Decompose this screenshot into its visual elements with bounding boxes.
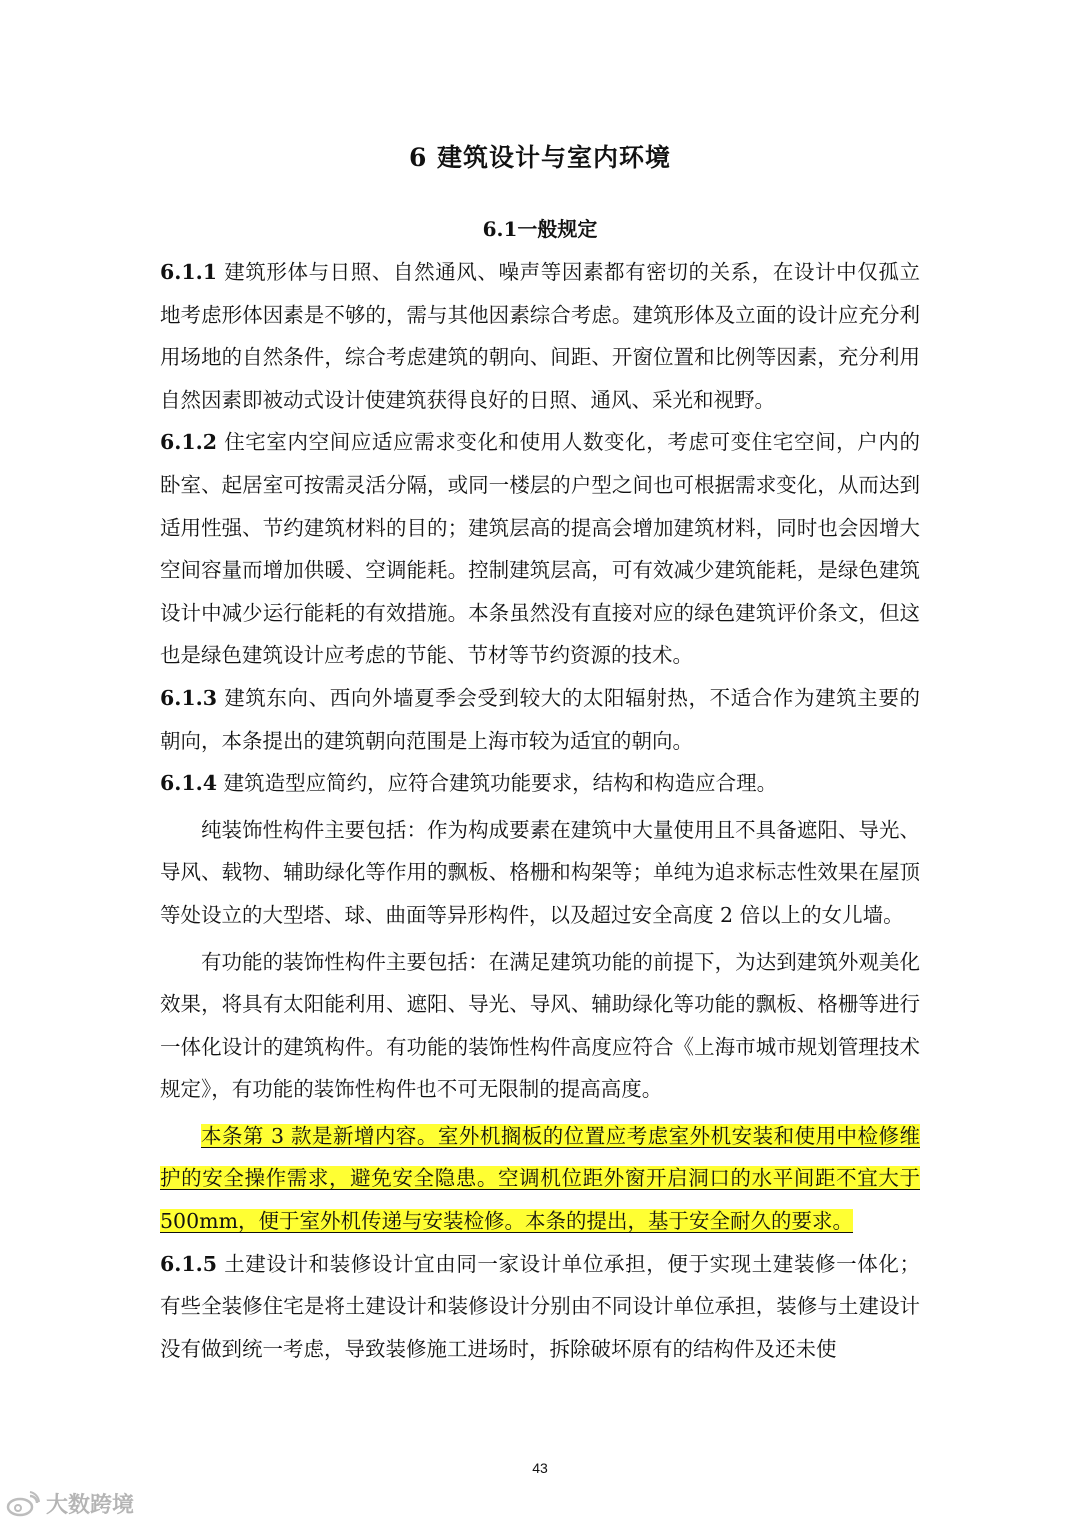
document-body <box>160 251 920 1370</box>
watermark-text: 大数跨境 <box>46 1492 135 1517</box>
watermark <box>6 1488 134 1519</box>
clause-number: 6.1.2 <box>160 430 218 455</box>
clause-number: 6.1.4 <box>160 771 218 796</box>
paragraph-functional-components <box>160 941 920 1111</box>
clause-number: 6.1.1 <box>160 260 218 284</box>
highlighted-text: 本条第 3 款是新增内容。室外机搁板的位置应考虑室外机安装和使用中检修维护的安全操作需求，避免安全隐患。空调机位距外窗开启洞口的水平间距不宜大于 500mm，便于室外机传递与安装检修。本条的提出，基于安全耐久的要求。 <box>160 1123 920 1234</box>
section-title: 6.1一般规定 <box>482 217 598 241</box>
paragraph-text: 建筑东向、西向外墙夏季会受到较大的太阳辐射热，不适合作为建筑主要的朝向，本条提出的建筑朝向范围是上海市较为适宜的朝向。 <box>160 685 920 753</box>
paragraph-text: 建筑造型应简约，应符合建筑功能要求，结构和构造应合理。 <box>223 771 778 796</box>
clause-number: 6.1.5 <box>160 1251 218 1276</box>
chapter-title: 6 建筑设计与室内环境 <box>408 143 672 172</box>
clause-number: 6.1.3 <box>160 685 218 710</box>
paragraph-text: 土建设计和装修设计宜由同一家设计单位承担，便于实现土建装修一体化；有些全装修住宅是将土建设计和装修设计分别由不同设计单位承担，装修与土建设计没有做到统一考虑，导致装修施工进场时，拆除破坏原有的结构件及还未使 <box>160 1251 920 1361</box>
paragraph-text: 住宅室内空间应适应需求变化和使用人数变化，考虑可变住宅空间，户内的卧室、起居室可按需灵活分隔，或同一楼层的户型之间也可根据需求变化，从而达到适用性强、节约建筑材料的目的；建筑层高的提高会增加建筑材料，同时也会因增大空间容量而增加供暖、空调能耗。控制建筑层高，可有效减少建筑能耗，是绿色建筑设计中减少运行能耗的有效措施。本条虽然没有直接对应的绿色建筑评价条文，但这也是绿色建筑设计应考虑的节能、节材等节约资源的技术。 <box>160 430 920 668</box>
highlighted-paragraph <box>160 1115 920 1243</box>
paragraph-decorative-components <box>160 809 920 937</box>
paragraph-text: 有功能的装饰性构件主要包括：在满足建筑功能的前提下，为达到建筑外观美化效果，将具有太阳能利用、遮阳、导光、导风、辅助绿化等功能的飘板、格栅等进行一体化设计的建筑构件。有功能的装饰性构件高度应符合《上海市城市规划管理技术规定》，有功能的装饰性构件也不可无限制的提高高度。 <box>160 949 920 1102</box>
paragraph-text: 建筑形体与日照、自然通风、噪声等因素都有密切的关系，在设计中仅孤立地考虑形体因素是不够的，需与其他因素综合考虑。建筑形体及立面的设计应充分利用场地的自然条件，综合考虑建筑的朝向、间距、开窗位置和比例等因素，充分利用自然因素即被动式设计使建筑获得良好的日照、通风、采光和视野。 <box>160 260 920 412</box>
paragraph-6-1-5 <box>160 1243 920 1371</box>
paragraph-6-1-4 <box>160 762 920 805</box>
paragraph-6-1-2 <box>160 421 920 677</box>
page-number: 43 <box>532 1460 548 1476</box>
paragraph-text: 纯装饰性构件主要包括：作为构成要素在建筑中大量使用且不具备遮阳、导光、导风、载物、辅助绿化等作用的飘板、格栅和构架等；单纯为追求标志性效果在屋顶等处设立的大型塔、球、曲面等异形构件，以及超过安全高度 2 倍以上的女儿墙。 <box>160 817 920 927</box>
paragraph-6-1-3 <box>160 677 920 762</box>
paragraph-6-1-1 <box>160 251 920 421</box>
weibo-logo-icon <box>6 1491 40 1517</box>
